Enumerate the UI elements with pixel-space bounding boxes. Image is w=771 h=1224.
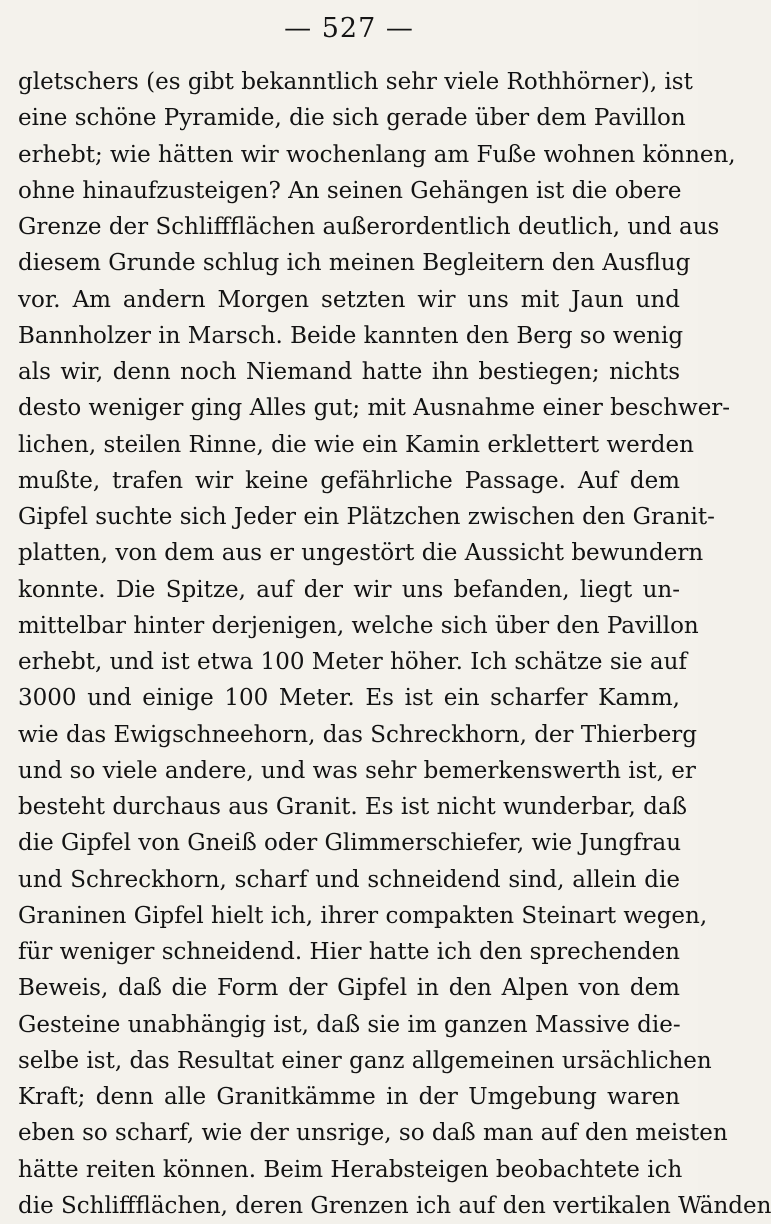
text-line: mittelbar hinter derjenigen, welche sich über den Pavillon	[18, 612, 699, 639]
text-line: 3000 und einige 100 Meter. Es ist ein scharfer Kamm,	[18, 685, 680, 712]
text-line: eine schöne Pyramide, die sich gerade über dem Pavillon	[18, 105, 686, 132]
text-line: als wir, denn noch Niemand hatte ihn bestiegen; nichts	[18, 359, 680, 385]
text-line: Kraft; denn alle Granitkämme in der Umgebung waren	[18, 1084, 680, 1110]
text-line: Gesteine unabhängig ist, daß sie im ganzen Massive die-	[18, 1011, 681, 1038]
text-line: für weniger schneidend. Hier hatte ich den sprechenden	[18, 939, 680, 965]
text-line: selbe ist, das Resultat einer ganz allgemeinen ursächlichen	[18, 1047, 712, 1074]
text-line: lichen, steilen Rinne, die wie ein Kamin erklettert werden	[18, 431, 694, 458]
text-line: konnte. Die Spitze, auf der wir uns befanden, liegt un-	[18, 576, 680, 603]
text-line: die Gipfel von Gneiß oder Glimmerschiefer, wie Jungfrau	[18, 830, 682, 857]
text-line: ohne hinaufzusteigen? An seinen Gehängen ist die obere	[18, 177, 682, 204]
text-line: mußte, trafen wir keine gefährliche Passage. Auf dem	[18, 467, 680, 494]
text-line: erhebt, und ist etwa 100 Meter höher. Ich schätze sie auf	[18, 649, 687, 675]
text-line: Graninen Gipfel hielt ich, ihrer compakten Steinart wegen,	[18, 902, 708, 929]
page-number-header: — 527 —	[284, 13, 414, 44]
text-line: vor. Am andern Morgen setzten wir uns mit Jaun und	[18, 286, 680, 313]
text-line: hätte reiten können. Beim Herabsteigen beobachtete ich	[18, 1156, 683, 1183]
text-line: Grenze der Schliffflächen außerordentlich deutlich, und aus	[18, 214, 720, 240]
text-line: und Schreckhorn, scharf und schneidend sind, allein die	[18, 866, 680, 893]
text-line: gletschers (es gibt bekanntlich sehr viele Rothhörner), ist	[18, 69, 693, 95]
text-line: Gipfel suchte sich Jeder ein Plätzchen zwischen den Granit-	[18, 504, 715, 530]
text-line: die Schliffflächen, deren Grenzen ich auf den vertikalen Wänden	[18, 1192, 771, 1219]
text-line: eben so scharf, wie der unsrige, so daß man auf den meisten	[18, 1120, 728, 1147]
text-line: erhebt; wie hätten wir wochenlang am Fuße wohnen können,	[18, 141, 736, 168]
text-line: besteht durchaus aus Granit. Es ist nicht wunderbar, daß	[18, 794, 687, 820]
text-line: und so viele andere, und was sehr bemerkenswerth ist, er	[18, 757, 696, 784]
page-body-text	[18, 64, 771, 1224]
text-line: wie das Ewigschneehorn, das Schreckhorn, der Thierberg	[18, 721, 698, 748]
text-line: platten, von dem aus er ungestört die Aussicht bewundern	[18, 540, 704, 567]
text-line: Beweis, daß die Form der Gipfel in den Alpen von dem	[18, 975, 680, 1002]
text-line: desto weniger ging Alles gut; mit Ausnahme einer beschwer-	[18, 395, 731, 422]
text-line: diesem Grunde schlug ich meinen Begleitern den Ausflug	[18, 250, 691, 277]
text-line: Bannholzer in Marsch. Beide kannten den Berg so wenig	[18, 322, 684, 349]
